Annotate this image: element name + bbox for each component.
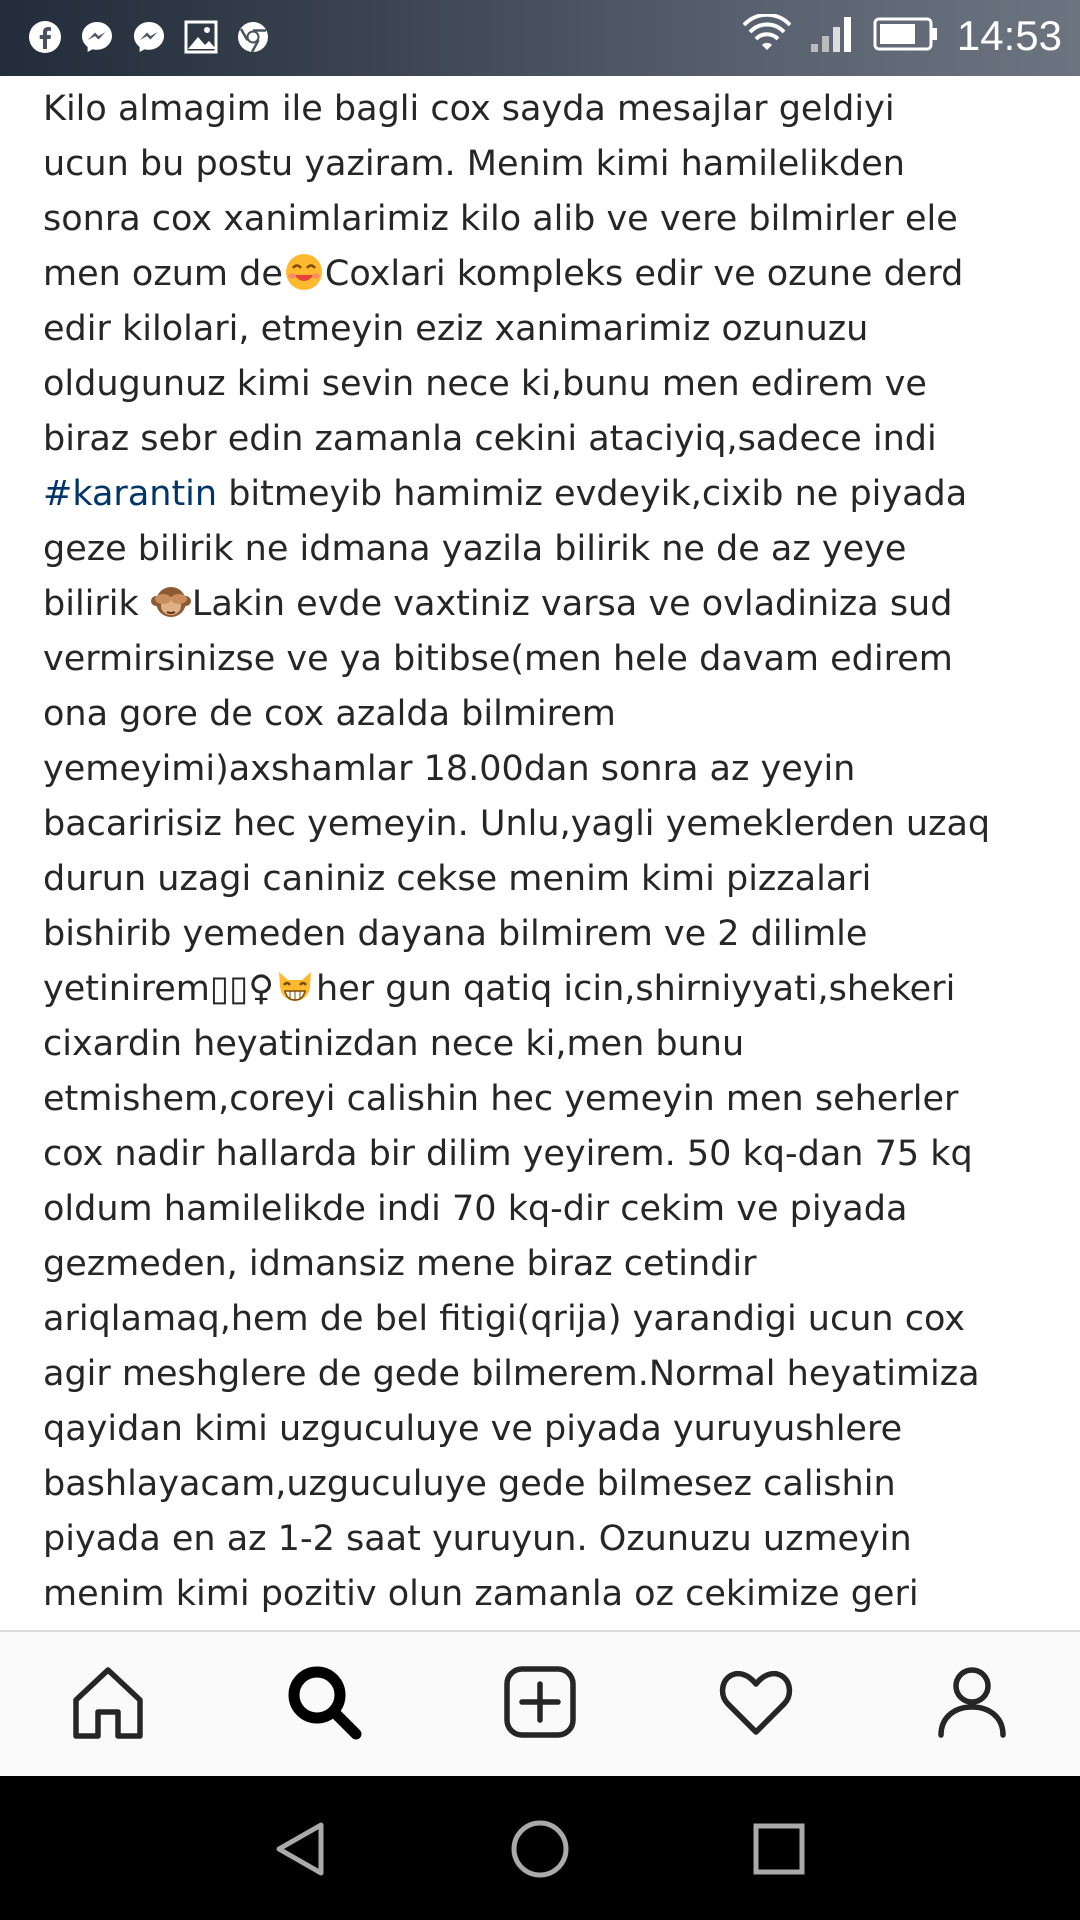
clock: 14:53: [956, 12, 1062, 59]
wifi-icon: [743, 14, 791, 58]
notification-icons: [26, 18, 272, 56]
post-caption: [43, 82, 1043, 1622]
messenger-icon: [78, 18, 116, 56]
messenger-icon: [130, 18, 168, 56]
hashtag-link[interactable]: #karantin: [43, 474, 218, 514]
facebook-icon: [26, 18, 64, 56]
recents-button[interactable]: [744, 1814, 814, 1884]
search-button[interactable]: [284, 1662, 364, 1742]
post-caption-area[interactable]: [0, 76, 1080, 1630]
caption-line: geze bilirik ne idmana yazila bilirik ne de az yeye: [43, 529, 907, 569]
caption-line: oldugunuz kimi sevin nece ki,bunu men edirem ve: [43, 364, 927, 404]
caption-line: vermirsinizse ve ya bitibse(men hele davam edirem: [43, 639, 953, 679]
system-status: [743, 12, 1062, 60]
profile-icon: [934, 1664, 1010, 1740]
home-circle-icon: [508, 1817, 572, 1881]
caption-line: qayidan kimi uzguculuye ve piyada yuruyushlere: [43, 1409, 903, 1449]
caption-text: bilirik: [43, 584, 150, 624]
caption-line: cixardin heyatinizdan nece ki,men bunu: [43, 1024, 745, 1064]
recents-icon: [751, 1821, 807, 1877]
caption-line: piyada en az 1-2 saat yuruyun. Ozunuzu uzmeyin: [43, 1519, 912, 1559]
system-navigation: [0, 1776, 1080, 1920]
status-bar: [0, 0, 1080, 76]
caption-text: men ozum de: [43, 254, 283, 294]
home-icon: [70, 1664, 146, 1740]
caption-line: [43, 467, 1043, 522]
caption-line: etmishem,coreyi calishin hec yemeyin men seherler: [43, 1079, 959, 1119]
search-icon: [286, 1664, 362, 1740]
caption-line: gezmeden, idmansiz mene biraz cetindir: [43, 1244, 757, 1284]
caption-line: edir kilolari, etmeyin eziz xanimarimiz ozunuzu: [43, 309, 869, 349]
activity-button[interactable]: [716, 1662, 796, 1742]
caption-line: sonra cox xanimlarimiz kilo alib ve vere bilmirler ele: [43, 199, 958, 239]
caption-line: ona gore de cox azalda bilmirem: [43, 694, 616, 734]
caption-line: bishirib yemeden dayana bilmirem ve 2 dilimle: [43, 914, 868, 954]
caption-line: bashlayacam,uzguculuye gede bilmesez calishin: [43, 1464, 896, 1504]
battery-icon: [873, 15, 939, 57]
smiling-face-emoji: [283, 253, 325, 291]
caption-line: [43, 247, 1043, 302]
caption-line: ariqlamaq,hem de bel fitigi(qrija) yarandigi ucun cox: [43, 1299, 966, 1339]
chrome-icon: [234, 18, 272, 56]
caption-line: ucun bu postu yaziram. Menim kimi hamilelikden: [43, 144, 905, 184]
back-icon: [271, 1819, 331, 1879]
new-post-icon: [502, 1664, 578, 1740]
caption-line: agir meshglere de gede bilmerem.Normal heyatimiza: [43, 1354, 980, 1394]
caption-line: cox nadir hallarda bir dilim yeyirem. 50 kq-dan 75 kq: [43, 1134, 973, 1174]
caption-line: [43, 577, 1043, 632]
caption-text: her gun qatiq icin,shirniyyati,shekeri: [316, 969, 956, 1009]
activity-heart-icon: [718, 1664, 794, 1740]
back-button[interactable]: [266, 1814, 336, 1884]
caption-line: menim kimi pozitiv olun zamanla oz cekimize geri: [43, 1574, 919, 1614]
caption-line: yemeyimi)axshamlar 18.00dan sonra az yeyin: [43, 749, 856, 789]
caption-line: bacaririsiz hec yemeyin. Unlu,yagli yemeklerden uzaq: [43, 804, 991, 844]
caption-text: Lakin evde vaxtiniz varsa ve ovladiniza sud: [191, 584, 953, 624]
home-button[interactable]: [68, 1662, 148, 1742]
grinning-cat-emoji: [274, 968, 316, 1006]
profile-button[interactable]: [932, 1662, 1012, 1742]
caption-line: durun uzagi caniniz cekse menim kimi pizzalari: [43, 859, 872, 899]
caption-text: bitmeyib hamimiz evdeyik,cixib ne piyada: [217, 474, 968, 514]
home-circle-button[interactable]: [505, 1814, 575, 1884]
signal-icon: [809, 14, 855, 58]
caption-line: Kilo almagim ile bagli cox sayda mesajlar geldiyi: [43, 89, 895, 129]
gallery-icon: [182, 18, 220, 56]
caption-line: [43, 962, 1043, 1017]
caption-text: Coxlari kompleks edir ve ozune derd: [324, 254, 964, 294]
caption-line: oldum hamilelikde indi 70 kq-dir cekim ve piyada: [43, 1189, 908, 1229]
caption-line: biraz sebr edin zamanla cekini ataciyiq,sadece indi: [43, 419, 937, 459]
bottom-navigation: [0, 1630, 1080, 1778]
caption-text: yetinirem▯▯♀: [43, 969, 275, 1009]
see-no-evil-monkey-emoji: [150, 583, 192, 621]
new-post-button[interactable]: [500, 1662, 580, 1742]
